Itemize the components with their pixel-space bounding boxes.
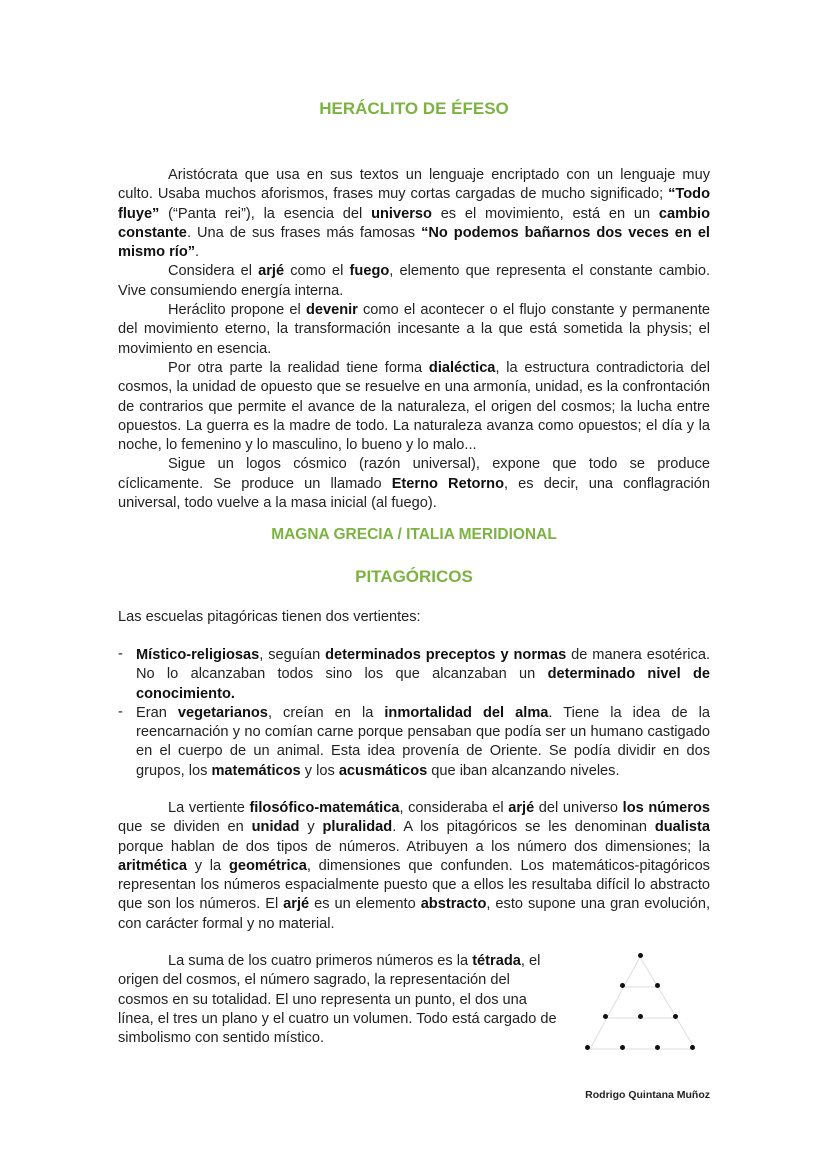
heading-heraclito: HERÁCLITO DE ÉFESO <box>319 99 509 118</box>
tetraktys-dot <box>655 1045 660 1050</box>
bold-text: Místico-religiosas <box>136 647 260 663</box>
bold-text: tétrada <box>472 953 521 969</box>
bold-text: unidad <box>251 819 300 836</box>
text-run: (“Panta rei”), la esencia del <box>159 205 372 222</box>
text-run: Aristócrata que usa en sus textos un lenguaje encriptado con un lenguaje muy culto. Usaba muchos aforismos, frases muy cortas cargadas de mucho significado; <box>118 167 710 203</box>
text-run: es el movimiento, está en un <box>431 205 659 222</box>
text-run: Sigue un logos cósmico (razón universal), expone que todo se produce cíclicamente. Se produce un llamado <box>118 456 710 492</box>
text-run: porque hablan de dos tipos de números. Atribuyen a los número dos dimensiones; la <box>118 838 710 855</box>
text-run: , dimensiones que confunden. Los matemáticos-pitagóricos representan los números espacialmente puesto que a ellos les resultaba difícil lo abstracto que son los números. El <box>118 857 710 913</box>
author-name: Rodrigo Quintana Muñoz <box>585 1089 710 1101</box>
text-run: y <box>299 819 323 836</box>
text-run: del universo <box>534 800 623 816</box>
text-run: que se dividen en <box>118 819 252 836</box>
tetraktys-dot <box>690 1045 695 1050</box>
tetraktys-dot <box>585 1045 590 1050</box>
bold-text: arjé <box>258 263 285 280</box>
bold-text: fuego <box>349 263 390 280</box>
bold-text: pluralidad <box>322 819 393 836</box>
intro-text: Las escuelas pitagóricas tienen dos vertientes: <box>118 609 421 625</box>
heading-magna-grecia: MAGNA GRECIA / ITALIA MERIDIONAL <box>271 526 557 543</box>
bold-text: cambio constante <box>118 205 710 241</box>
bold-text: dualista <box>654 819 710 836</box>
text-run: , seguían <box>259 647 326 663</box>
bold-text: los números <box>622 800 710 816</box>
text-run: , el origen del cosmos, el número sagrado, la representación del cosmos en su totalidad. El uno representa un punto, el dos una línea, el tres un plano y el cuatro un volumen. Todo está cargado de simbolismo con sentido místico. <box>118 953 557 1047</box>
bold-text: determinado nivel de conocimiento. <box>136 666 710 702</box>
bold-text: dialéctica <box>428 359 496 376</box>
text-run: La suma de los cuatro primeros números es la <box>168 953 473 969</box>
tetraktys-dot <box>638 1014 643 1019</box>
text-run: , creían en la <box>267 704 385 721</box>
bold-text: matemáticos <box>211 762 301 779</box>
bold-text: arjé <box>508 800 535 816</box>
bold-text: arjé <box>283 896 310 913</box>
bold-text: “No podemos bañarnos dos veces en el mismo río” <box>118 224 710 261</box>
bold-text: vegetarianos <box>177 704 268 721</box>
text-run: de manera esotérica. No lo alcanzaban todos sino los que alcanzaban un <box>136 647 710 683</box>
text-run: , la estructura contradictoria del cosmos, la unidad de opuesto que se resuelve en una armonía, unidad, es la confrontación de contrarios que permite el avance de la naturaleza, el origen del cosmos; la lucha entre opuestos. La guerra es la madre de todo. La naturaleza avanza como opuestos; el día y la noche, lo femenino y lo masculino, lo bueno y lo malo... <box>118 359 710 454</box>
heading-pitagoricos: PITAGÓRICOS <box>355 567 473 586</box>
text-run: . <box>195 244 200 261</box>
bold-text: geométrica <box>228 857 307 874</box>
bold-text: acusmáticos <box>338 762 428 779</box>
text-run: como el <box>284 263 350 280</box>
text-run: Considera el <box>168 263 259 280</box>
bold-text: devenir <box>305 302 358 319</box>
text-run: Eran <box>136 704 178 721</box>
text-run: , consideraba el <box>399 800 509 816</box>
tetraktys-dot <box>620 1045 625 1050</box>
text-run: La vertiente <box>168 800 250 816</box>
text-run: Por otra parte la realidad tiene forma <box>168 359 429 376</box>
bold-text: “Todo fluye” <box>118 186 710 222</box>
bold-text: filosófico-matemática <box>249 800 400 816</box>
bold-text: universo <box>371 205 432 222</box>
text-run: . Tiene la idea de la reencarnación y no comían carne porque pensaban que podía ser un humano castigado en el cuerpo de un animal. Esta idea provenía de Oriente. Se podía dividir en dos grupos, los <box>136 704 710 779</box>
text-run: . A los pitagóricos se les denominan <box>392 819 655 836</box>
bold-text: Eterno Retorno <box>391 475 504 492</box>
text-run: y los <box>300 762 339 779</box>
text-run: y la <box>186 857 229 874</box>
bold-text: abstracto <box>420 896 487 913</box>
text-run: es un elemento <box>309 896 421 913</box>
text-run: Heráclito propone el <box>168 302 306 319</box>
bold-text: determinados preceptos y normas <box>325 647 567 663</box>
text-run: , es decir, una conflagración universal, todo vuelve a la masa inicial (al fuego). <box>118 475 710 512</box>
bold-text: inmortalidad del alma <box>384 704 549 721</box>
text-run: , elemento que representa el constante cambio. Vive consumiendo energía interna. <box>118 263 710 299</box>
text-run: . Una de sus frases más famosas <box>186 224 422 241</box>
text-run: como el acontecer o el flujo constante y permanente del movimiento eterno, la transformación incesante a la que está sometida la physis; el movimiento en esencia. <box>118 302 710 357</box>
text-run: que iban alcanzando niveles. <box>427 762 620 779</box>
tetraktys-dot <box>673 1014 678 1019</box>
tetraktys-dot <box>603 1014 608 1019</box>
text-run: , esto supone una gran evolución, con carácter formal y no material. <box>118 896 710 932</box>
tetraktys-dot <box>638 953 643 958</box>
bold-text: aritmética <box>118 857 187 874</box>
